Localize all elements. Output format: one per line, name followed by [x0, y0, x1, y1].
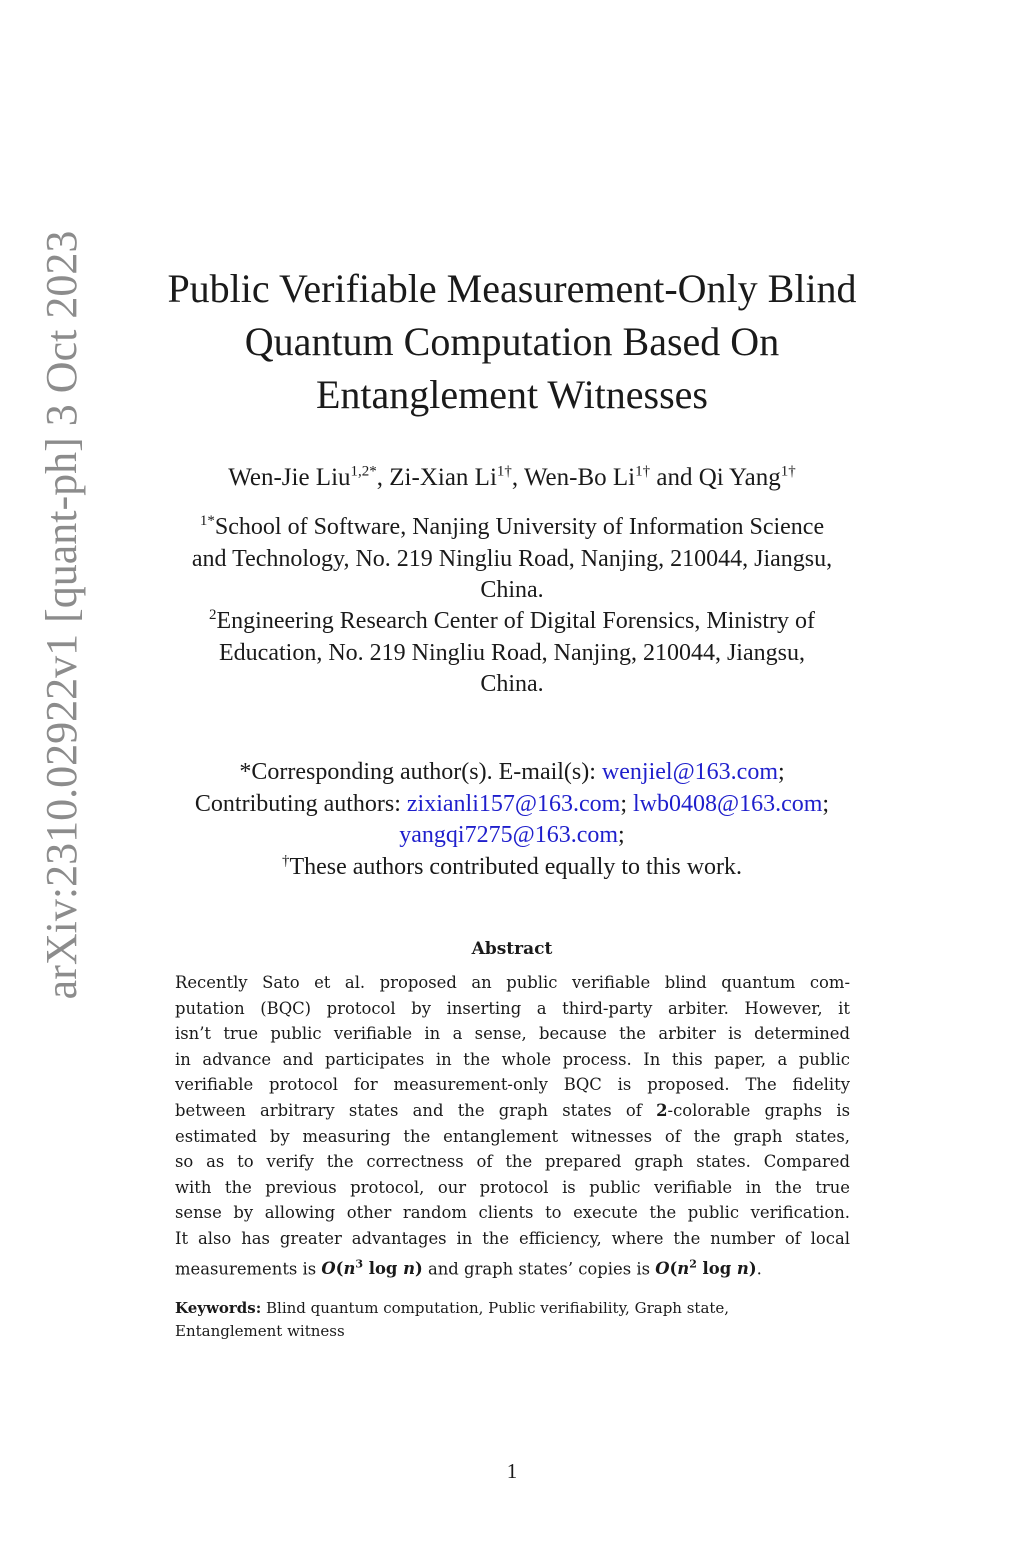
affiliation-line: China.	[480, 671, 544, 697]
contributing-label: Contributing authors:	[194, 790, 407, 817]
corresponding-label: *Corresponding author(s). E-mail(s):	[239, 759, 602, 785]
affiliation-1	[112, 512, 912, 607]
corresponding-author-line	[112, 757, 912, 789]
author-separator: ,	[511, 464, 524, 491]
abstract-math-number: 2	[656, 1100, 668, 1120]
equal-contribution-note	[112, 852, 912, 884]
abstract-line	[175, 1252, 850, 1282]
abstract-heading: Abstract	[471, 939, 553, 959]
affiliation-mark: 2	[208, 607, 217, 623]
affiliation-text: Engineering Research Center of Digital Forensics, Ministry of	[216, 608, 816, 634]
abstract-text: -colorable graphs is	[667, 1100, 850, 1120]
abstract-line: verifiable protocol for measurement-only BQC is proposed. The fidelity	[175, 1075, 850, 1095]
author-affiliation-mark: 1†	[496, 463, 512, 480]
affiliation-2	[112, 606, 912, 701]
abstract-line: so as to verify the correctness of the prepared graph states. Compared	[175, 1152, 850, 1172]
keywords-text: Blind quantum computation, Public verifiability, Graph state,	[261, 1299, 730, 1317]
abstract-line: sense by allowing other random clients to execute the public verification.	[175, 1203, 850, 1223]
abstract-line: putation (BQC) protocol by inserting a third-party arbiter. However, it	[175, 998, 850, 1018]
contributing-authors-line	[112, 789, 912, 821]
title-line-3: Entanglement Witnesses	[315, 372, 708, 417]
author-name: Zi-Xian Li	[389, 464, 497, 491]
author-separator: and	[650, 464, 699, 491]
author-name: Wen-Jie Liu	[228, 464, 351, 491]
abstract-body	[175, 970, 850, 1282]
abstract-text: measurements is	[175, 1259, 322, 1278]
abstract-line: estimated by measuring the entanglement witnesses of the graph states,	[175, 1126, 850, 1146]
author-affiliation-mark: 1†	[780, 463, 796, 480]
affiliation-line: China.	[480, 577, 544, 603]
abstract-line	[175, 1098, 850, 1124]
contributing-authors-line	[112, 820, 912, 852]
contributing-email-link[interactable]: yangqi7275@163.com	[399, 822, 619, 848]
affiliation-line: and Technology, No. 219 Ningliu Road, Nanjing, 210044, Jiangsu,	[191, 545, 833, 572]
affiliation-line	[112, 512, 912, 544]
keywords-block	[175, 1297, 850, 1343]
paper-title	[112, 262, 912, 421]
abstract-text: between arbitrary states and the graph states of	[175, 1100, 657, 1120]
author-name: Qi Yang	[698, 464, 781, 491]
affiliation-mark: 1*	[199, 513, 215, 529]
abstract-line: in advance and participates in the whole process. In this paper, a public	[175, 1049, 850, 1069]
abstract-text: and graph states’ copies is	[422, 1259, 656, 1278]
contributing-email-link[interactable]: lwb0408@163.com	[632, 790, 823, 817]
correspondence-block	[112, 757, 912, 883]
author-name: Wen-Bo Li	[523, 464, 636, 491]
abstract-text: .	[756, 1259, 762, 1278]
complexity-formula-measurements: $O(n^3$ log n)	[321, 1257, 423, 1278]
author-affiliation-mark: 1,2*	[350, 463, 377, 480]
separator: ;	[777, 759, 785, 785]
title-line-1: Public Verifiable Measurement-Only Blind	[167, 266, 857, 311]
abstract-line: with the previous protocol, our protocol is public verifiable in the true	[175, 1177, 850, 1197]
title-line-2: Quantum Computation Based On	[244, 319, 780, 364]
page-number: 1	[506, 1459, 518, 1483]
affiliation-line	[112, 606, 912, 638]
affiliation-line: Education, No. 219 Ningliu Road, Nanjing, 210044, Jiangsu,	[219, 639, 805, 666]
author-list	[112, 460, 912, 496]
separator: ;	[620, 790, 633, 817]
arxiv-identifier-stamp: arXiv:2310.02922v1 [quant-ph] 3 Oct 2023	[37, 230, 86, 1000]
keywords-line	[175, 1297, 850, 1320]
keywords-label: Keywords:	[175, 1299, 262, 1317]
abstract-line: It also has greater advantages in the efficiency, where the number of local	[175, 1228, 850, 1248]
contributing-email-link[interactable]: zixianli157@163.com	[406, 790, 621, 817]
complexity-formula-copies: $O(n^2$ log n)	[655, 1257, 757, 1278]
separator: ;	[822, 790, 830, 817]
dagger-mark: †	[281, 852, 290, 869]
equal-contribution-text: These authors contributed equally to this work.	[289, 853, 743, 880]
corresponding-email-link[interactable]: wenjiel@163.com	[601, 759, 778, 785]
author-affiliation-mark: 1†	[635, 463, 651, 480]
keywords-line: Entanglement witness	[175, 1322, 345, 1340]
separator: ;	[618, 822, 625, 848]
abstract-line: Recently Sato et al. proposed an public verifiable blind quantum com-	[175, 973, 850, 992]
abstract-line: isn’t true public verifiable in a sense, because the arbiter is determined	[175, 1024, 850, 1044]
author-separator: ,	[376, 464, 390, 491]
affiliation-text: School of Software, Nanjing University of Information Science	[214, 514, 825, 540]
